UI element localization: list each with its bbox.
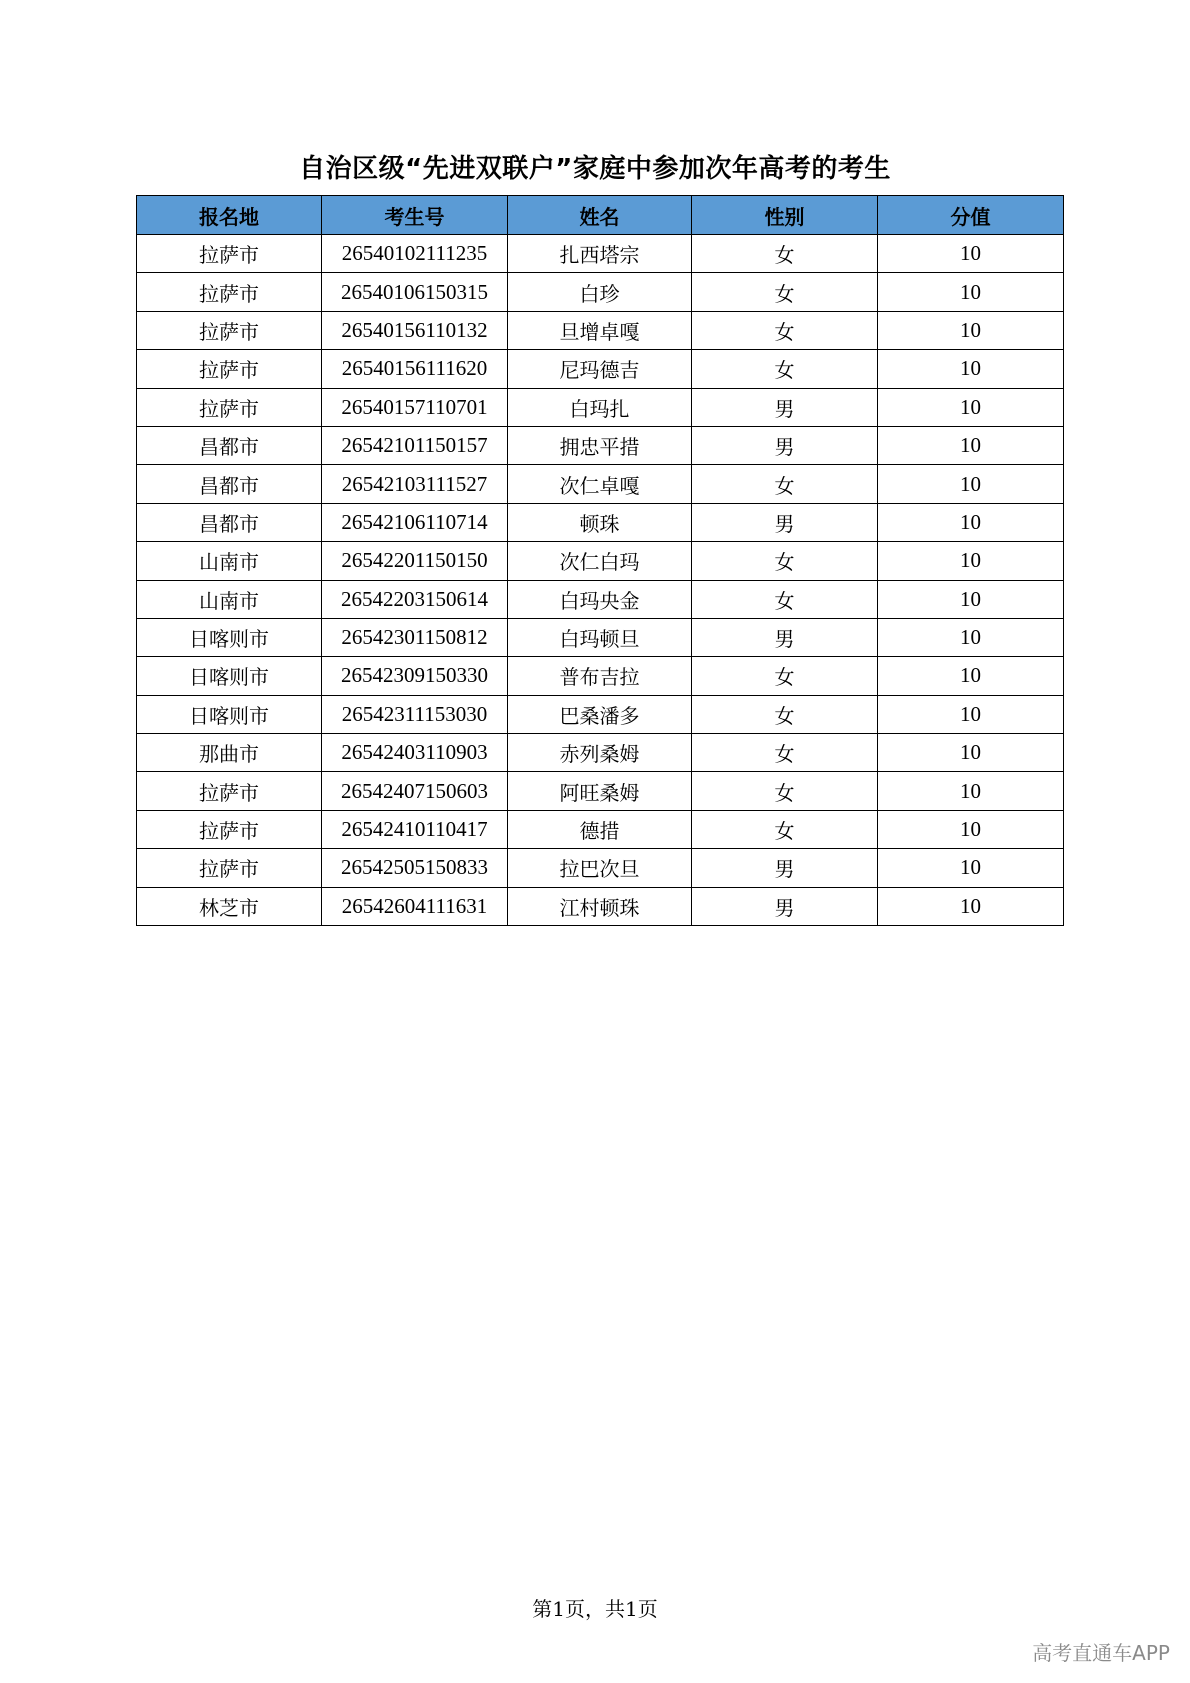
cell-name: 白珍 bbox=[508, 273, 692, 311]
cell-registration-place: 昌都市 bbox=[137, 465, 322, 503]
cell-gender: 女 bbox=[692, 350, 878, 388]
cell-registration-place: 日喀则市 bbox=[137, 657, 322, 695]
cell-name: 顿珠 bbox=[508, 503, 692, 541]
student-table bbox=[136, 195, 1064, 926]
cell-gender: 女 bbox=[692, 465, 878, 503]
table-body bbox=[137, 235, 1064, 926]
cell-name: 巴桑潘多 bbox=[508, 695, 692, 733]
cell-candidate-number: 26540156111620 bbox=[322, 350, 508, 388]
table-row bbox=[137, 695, 1064, 733]
column-header-score: 分值 bbox=[878, 196, 1064, 235]
cell-name: 尼玛德吉 bbox=[508, 350, 692, 388]
cell-candidate-number: 26542604111631 bbox=[322, 887, 508, 925]
cell-name: 白玛扎 bbox=[508, 388, 692, 426]
cell-registration-place: 昌都市 bbox=[137, 503, 322, 541]
cell-registration-place: 拉萨市 bbox=[137, 235, 322, 273]
cell-candidate-number: 26540157110701 bbox=[322, 388, 508, 426]
cell-name: 旦增卓嘎 bbox=[508, 311, 692, 349]
table-row bbox=[137, 810, 1064, 848]
table-row bbox=[137, 849, 1064, 887]
cell-candidate-number: 26542309150330 bbox=[322, 657, 508, 695]
cell-candidate-number: 26542201150150 bbox=[322, 542, 508, 580]
cell-candidate-number: 26542407150603 bbox=[322, 772, 508, 810]
cell-gender: 男 bbox=[692, 618, 878, 656]
cell-gender: 女 bbox=[692, 580, 878, 618]
cell-score: 10 bbox=[878, 465, 1064, 503]
cell-score: 10 bbox=[878, 657, 1064, 695]
table-row bbox=[137, 426, 1064, 464]
cell-gender: 男 bbox=[692, 503, 878, 541]
cell-registration-place: 林芝市 bbox=[137, 887, 322, 925]
cell-registration-place: 日喀则市 bbox=[137, 618, 322, 656]
table-row bbox=[137, 273, 1064, 311]
cell-score: 10 bbox=[878, 849, 1064, 887]
cell-candidate-number: 26542203150614 bbox=[322, 580, 508, 618]
cell-name: 次仁卓嘎 bbox=[508, 465, 692, 503]
cell-gender: 女 bbox=[692, 810, 878, 848]
cell-name: 白玛顿旦 bbox=[508, 618, 692, 656]
cell-score: 10 bbox=[878, 810, 1064, 848]
cell-registration-place: 拉萨市 bbox=[137, 273, 322, 311]
cell-gender: 女 bbox=[692, 772, 878, 810]
table-header-row bbox=[137, 196, 1064, 235]
cell-candidate-number: 26542106110714 bbox=[322, 503, 508, 541]
cell-candidate-number: 26542403110903 bbox=[322, 734, 508, 772]
cell-score: 10 bbox=[878, 426, 1064, 464]
table-row bbox=[137, 542, 1064, 580]
cell-registration-place: 拉萨市 bbox=[137, 311, 322, 349]
cell-registration-place: 山南市 bbox=[137, 580, 322, 618]
cell-score: 10 bbox=[878, 772, 1064, 810]
cell-name: 拉巴次旦 bbox=[508, 849, 692, 887]
cell-candidate-number: 26542103111527 bbox=[322, 465, 508, 503]
cell-gender: 女 bbox=[692, 695, 878, 733]
column-header-registration-place: 报名地 bbox=[137, 196, 322, 235]
cell-gender: 男 bbox=[692, 849, 878, 887]
cell-score: 10 bbox=[878, 273, 1064, 311]
watermark: 高考直通车APP bbox=[1032, 1641, 1170, 1665]
cell-name: 江村顿珠 bbox=[508, 887, 692, 925]
table-row bbox=[137, 465, 1064, 503]
column-header-name: 姓名 bbox=[508, 196, 692, 235]
cell-candidate-number: 26540106150315 bbox=[322, 273, 508, 311]
cell-registration-place: 拉萨市 bbox=[137, 810, 322, 848]
cell-gender: 男 bbox=[692, 887, 878, 925]
cell-registration-place: 昌都市 bbox=[137, 426, 322, 464]
cell-name: 白玛央金 bbox=[508, 580, 692, 618]
cell-candidate-number: 26542301150812 bbox=[322, 618, 508, 656]
cell-gender: 女 bbox=[692, 734, 878, 772]
table-row bbox=[137, 618, 1064, 656]
table-row bbox=[137, 311, 1064, 349]
cell-registration-place: 拉萨市 bbox=[137, 350, 322, 388]
cell-registration-place: 山南市 bbox=[137, 542, 322, 580]
cell-gender: 男 bbox=[692, 426, 878, 464]
table-row bbox=[137, 887, 1064, 925]
column-header-gender: 性别 bbox=[692, 196, 878, 235]
table-row bbox=[137, 580, 1064, 618]
cell-score: 10 bbox=[878, 542, 1064, 580]
cell-name: 赤列桑姆 bbox=[508, 734, 692, 772]
cell-candidate-number: 26540102111235 bbox=[322, 235, 508, 273]
table-header bbox=[137, 196, 1064, 235]
cell-candidate-number: 26542311153030 bbox=[322, 695, 508, 733]
table-row bbox=[137, 734, 1064, 772]
cell-score: 10 bbox=[878, 580, 1064, 618]
table-row bbox=[137, 503, 1064, 541]
cell-gender: 女 bbox=[692, 235, 878, 273]
cell-candidate-number: 26542101150157 bbox=[322, 426, 508, 464]
cell-score: 10 bbox=[878, 887, 1064, 925]
cell-score: 10 bbox=[878, 503, 1064, 541]
cell-registration-place: 那曲市 bbox=[137, 734, 322, 772]
cell-score: 10 bbox=[878, 235, 1064, 273]
cell-candidate-number: 26542505150833 bbox=[322, 849, 508, 887]
table-row bbox=[137, 388, 1064, 426]
cell-score: 10 bbox=[878, 350, 1064, 388]
cell-name: 次仁白玛 bbox=[508, 542, 692, 580]
cell-candidate-number: 26542410110417 bbox=[322, 810, 508, 848]
page-title: 自治区级“先进双联户”家庭中参加次年高考的考生 bbox=[299, 154, 891, 184]
cell-candidate-number: 26540156110132 bbox=[322, 311, 508, 349]
cell-gender: 女 bbox=[692, 657, 878, 695]
cell-name: 阿旺桑姆 bbox=[508, 772, 692, 810]
cell-score: 10 bbox=[878, 388, 1064, 426]
cell-name: 德措 bbox=[508, 810, 692, 848]
cell-score: 10 bbox=[878, 734, 1064, 772]
table-row bbox=[137, 350, 1064, 388]
table-row bbox=[137, 657, 1064, 695]
cell-score: 10 bbox=[878, 311, 1064, 349]
cell-registration-place: 日喀则市 bbox=[137, 695, 322, 733]
cell-gender: 女 bbox=[692, 542, 878, 580]
cell-gender: 女 bbox=[692, 311, 878, 349]
cell-score: 10 bbox=[878, 618, 1064, 656]
table-row bbox=[137, 235, 1064, 273]
cell-registration-place: 拉萨市 bbox=[137, 849, 322, 887]
cell-score: 10 bbox=[878, 695, 1064, 733]
cell-registration-place: 拉萨市 bbox=[137, 772, 322, 810]
table-row bbox=[137, 772, 1064, 810]
page-number: 第1页，共1页 bbox=[532, 1597, 658, 1621]
cell-name: 扎西塔宗 bbox=[508, 235, 692, 273]
cell-gender: 女 bbox=[692, 273, 878, 311]
column-header-candidate-number: 考生号 bbox=[322, 196, 508, 235]
cell-registration-place: 拉萨市 bbox=[137, 388, 322, 426]
cell-name: 拥忠平措 bbox=[508, 426, 692, 464]
cell-name: 普布吉拉 bbox=[508, 657, 692, 695]
cell-gender: 男 bbox=[692, 388, 878, 426]
